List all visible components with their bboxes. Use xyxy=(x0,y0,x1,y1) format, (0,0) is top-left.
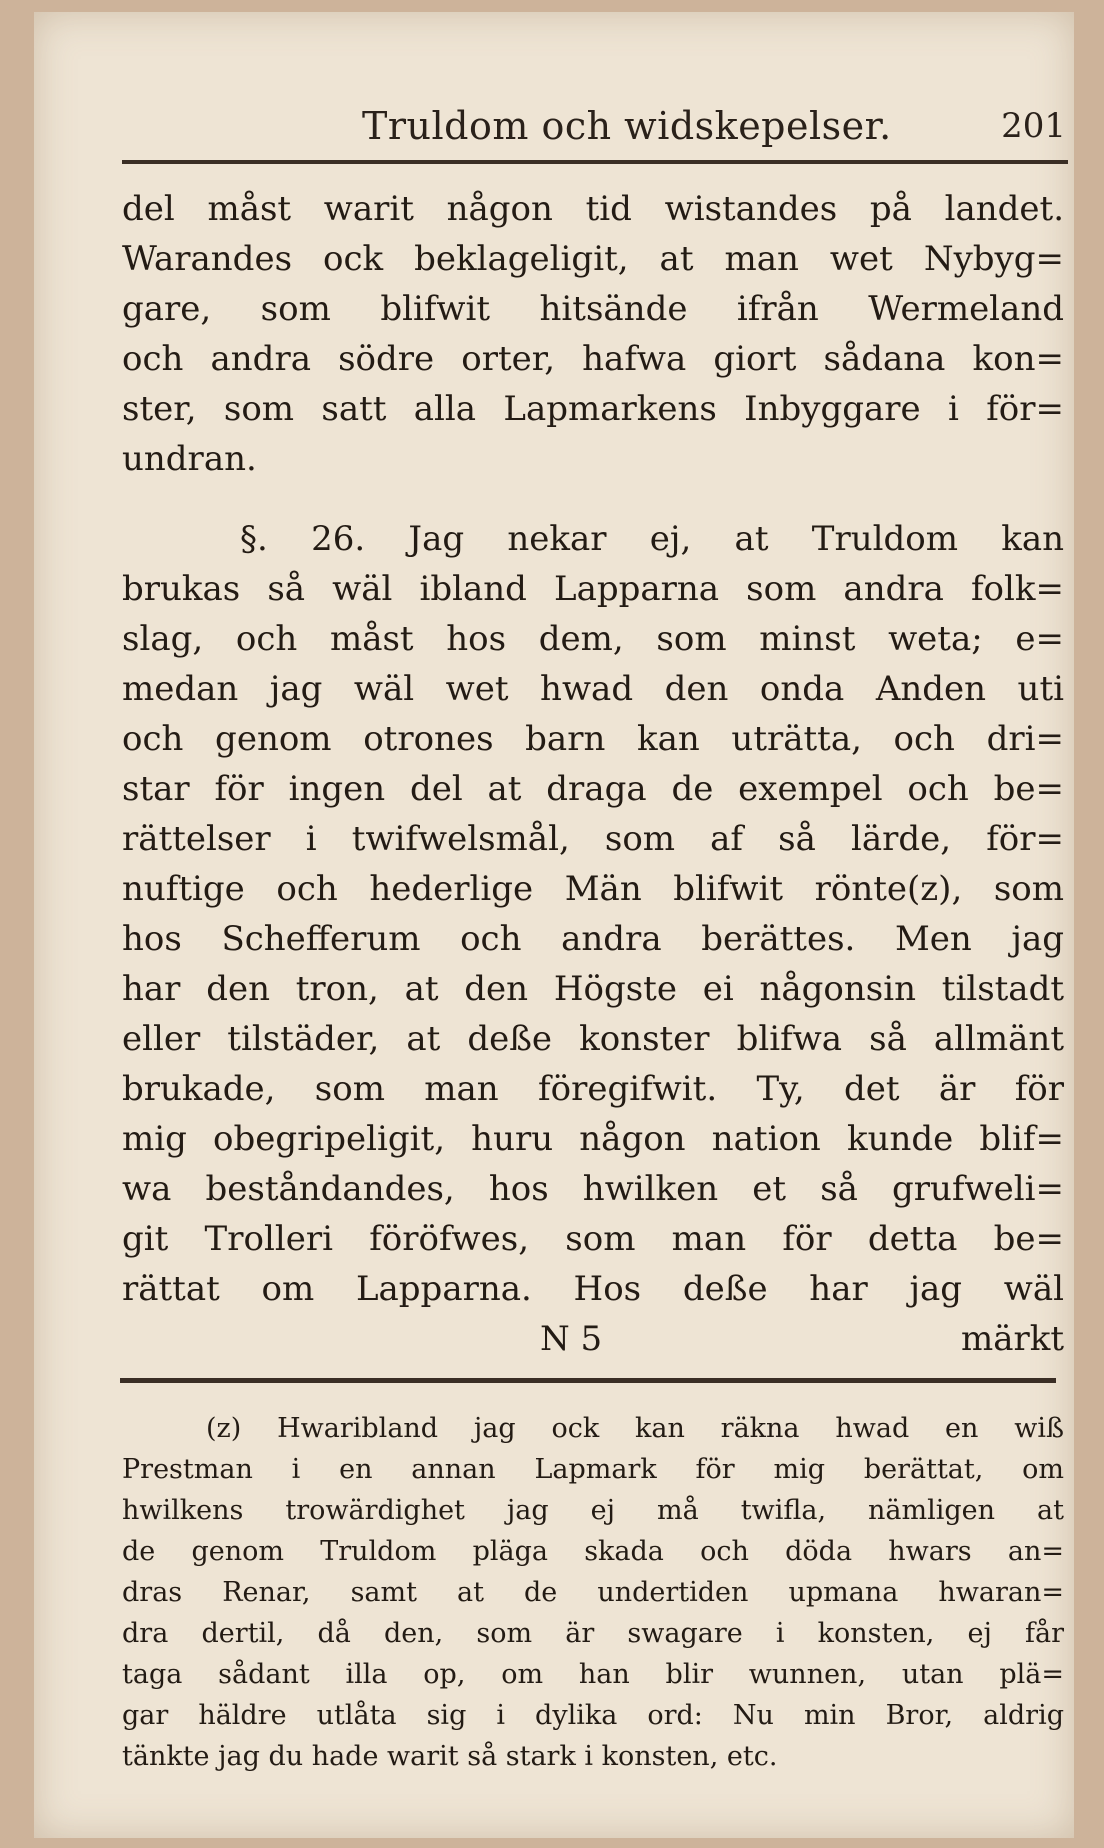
text-line: Warandes ock beklageligit, at man wet Nybyg= xyxy=(122,239,1064,279)
footnote-line: taga sådant illa op, om han blir wunnen, utan plä= xyxy=(122,1659,1064,1690)
signature-line xyxy=(122,1314,1064,1364)
text-line: rättat om Lapparna. Hos deße har jag wäl xyxy=(122,1269,1064,1309)
text-line: rättelser i twifwelsmål, som af så lärde, för= xyxy=(122,819,1064,859)
text-line: mig obegripeligit, huru någon nation kunde blif= xyxy=(122,1119,1064,1159)
text-line: brukas så wäl ibland Lapparna som andra folk= xyxy=(122,569,1064,609)
text-line: nuftige och hederlige Män blifwit rönte(z), som xyxy=(122,869,1064,909)
main-text xyxy=(122,184,1064,1364)
text-line: del måst warit någon tid wistandes på landet. xyxy=(122,189,1064,229)
footnote-line: gar häldre utlåta sig i dylika ord: Nu min Bror, aldrig xyxy=(122,1700,1064,1731)
footnote-line: Prestman i en annan Lapmark för mig berättat, om xyxy=(122,1454,1064,1485)
text-line: brukade, som man föregifwit. Ty, det är för xyxy=(122,1069,1064,1109)
page-number: 201 xyxy=(1001,106,1066,146)
text-line: undran. xyxy=(122,439,257,479)
text-line: wa beståndandes, hos hwilken et så grufweli= xyxy=(122,1169,1064,1209)
text-line: slag, och måst hos dem, som minst weta; e= xyxy=(122,619,1064,659)
footnote-line: dra dertil, då den, som är swagare i konsten, ej får xyxy=(122,1618,1064,1649)
text-line: ster, som satt alla Lapmarkens Inbyggare i för= xyxy=(122,389,1064,429)
text-line: och andra södre orter, hafwa giort sådana kon= xyxy=(122,339,1064,379)
paragraph-start-line: §. 26. Jag nekar ej, at Truldom kan xyxy=(240,519,1064,559)
text-line: har den tron, at den Högste ei någonsin tilstadt xyxy=(122,969,1064,1009)
footnote xyxy=(122,1408,1064,1777)
text-line: medan jag wäl wet hwad den onda Anden uti xyxy=(122,669,1064,709)
footnote-line: (z) Hwaribland jag ock kan räkna hwad en wiß xyxy=(206,1413,1064,1444)
text-line: hos Schefferum och andra berättes. Men jag xyxy=(122,919,1064,959)
footnote-rule xyxy=(120,1378,1056,1383)
running-title: Truldom och widskepelser. xyxy=(362,104,892,148)
page-header xyxy=(130,98,1066,148)
footnote-line: hwilkens trowärdighet jag ej må twifla, nämligen at xyxy=(122,1495,1064,1526)
book-page xyxy=(34,12,1074,1838)
footnote-line: tänkte jag du hade warit så stark i konsten, etc. xyxy=(122,1741,778,1772)
signature-mark: N 5 xyxy=(540,1319,603,1359)
footnote-line: dras Renar, samt at de undertiden upmana hwaran= xyxy=(122,1577,1064,1608)
text-line: gare, som blifwit hitsände ifrån Wermeland xyxy=(122,289,1064,329)
header-rule xyxy=(122,160,1068,164)
text-line: git Trolleri föröfwes, som man för detta be= xyxy=(122,1219,1064,1259)
text-line: star för ingen del at draga de exempel och be= xyxy=(122,769,1064,809)
text-line: och genom otrones barn kan uträtta, och dri= xyxy=(122,719,1064,759)
footnote-line: de genom Truldom pläga skada och döda hwars an= xyxy=(122,1536,1064,1567)
text-line: eller tilstäder, at deße konster blifwa så allmänt xyxy=(122,1019,1064,1059)
catchword: märkt xyxy=(960,1319,1064,1359)
